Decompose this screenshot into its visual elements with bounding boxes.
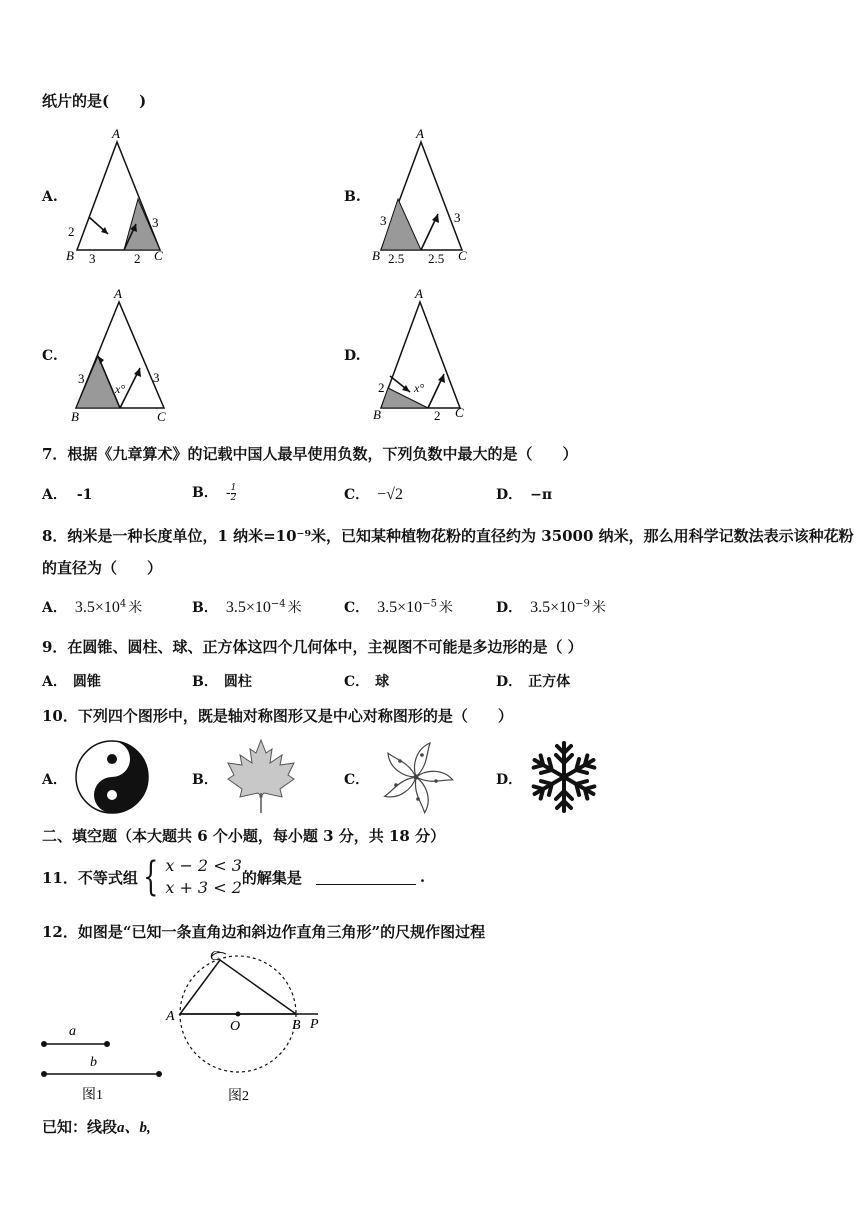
segment-b-label: b: [90, 1055, 97, 1070]
figure-1-caption: 图1: [82, 1088, 103, 1103]
vertex-c: C: [154, 248, 163, 263]
point-p-label: P: [310, 1017, 319, 1032]
option-sign: -: [225, 485, 231, 501]
q10-option-b-label[interactable]: B．: [192, 772, 218, 788]
q7-stem: 7．根据《九章算术》的记载中国人最早使用负数，下列负数中最大的是（ ）: [42, 445, 578, 463]
base-label-right: 2: [134, 251, 141, 266]
q10-stem: 10．下列四个图形中，既是轴对称图形又是中心对称图形的是（ ）: [42, 707, 513, 725]
angle-label: x°: [115, 382, 126, 396]
inequality-1: x − 2 < 3: [165, 856, 242, 875]
maple-leaf-icon: [224, 737, 298, 817]
base-label-left: 2.5: [388, 251, 405, 266]
q6-option-a-figure: [60, 124, 180, 269]
point-a-label: A: [166, 1009, 175, 1024]
q6-stem-tail: 纸片的是( ): [42, 92, 147, 110]
option-value: −√2: [377, 486, 403, 503]
section-heading: 二、填空题（本大题共 6 个小题，每小题 3 分，共 18 分）: [42, 827, 446, 845]
vertex-b: B: [66, 248, 74, 263]
vertex-a: A: [415, 286, 423, 301]
point-o-label: O: [230, 1019, 241, 1034]
option-value: −π: [530, 487, 553, 503]
q9-stem: 9．在圆锥、圆柱、球、正方体这四个几何体中，主视图不可能是多边形的是（ ）: [42, 638, 583, 656]
vertex-a: A: [112, 126, 120, 141]
q11-prefix: 11．不等式组: [42, 868, 138, 887]
side-label-right: 3: [454, 210, 461, 225]
q11: [42, 855, 425, 899]
q6-option-c-label[interactable]: C.: [42, 348, 58, 364]
inequality-system: [138, 855, 242, 899]
q11-end: .: [419, 868, 426, 886]
left-brace: {: [142, 854, 159, 900]
option-label: A．: [42, 487, 67, 503]
q6-option-c-figure: [62, 284, 182, 429]
q8-option-d[interactable]: D． $3.5\times 10^{-9}$ 米: [496, 598, 606, 616]
vertex-b: B: [373, 407, 381, 422]
base-label-left: 3: [89, 251, 96, 266]
q8-option-a[interactable]: A． $3.5\times 10^4$ 米: [42, 598, 143, 616]
q6-option-d-figure: [370, 284, 490, 429]
q6-option-a-label[interactable]: A.: [42, 189, 58, 205]
side-label-right: 3: [153, 370, 160, 385]
figure-2-caption: 图2: [228, 1089, 249, 1104]
base-label-right: 2: [434, 408, 441, 423]
q8-option-c[interactable]: C． $3.5\times 10^{-5}$ 米: [344, 598, 453, 616]
q6-option-b-figure: [368, 124, 488, 269]
inequality-2: x + 3 < 2: [165, 878, 242, 897]
q7-option-a[interactable]: [42, 484, 92, 504]
figure-2: [160, 944, 340, 1109]
vertex-c: C: [157, 409, 166, 424]
side-label-left: 2: [378, 380, 385, 395]
q7-option-b[interactable]: [192, 482, 236, 503]
yin-yang-icon: [72, 737, 152, 817]
q9-option-b[interactable]: B． 圆柱: [192, 674, 252, 690]
segment-a-label: a: [69, 1024, 76, 1039]
side-label-left: 2: [68, 224, 75, 239]
vertex-b: B: [71, 409, 79, 424]
q9-option-c[interactable]: C． 球: [344, 674, 390, 690]
q8-stem-line1: 8．纳米是一种长度单位，1 纳米=10⁻⁹米，已知某种植物花粉的直径约为 35000 纳米，那么用科学记数法表示该种花粉: [42, 527, 854, 545]
angle-label: x°: [414, 381, 425, 395]
q9-option-d[interactable]: D． 正方体: [496, 674, 571, 690]
q8-stem-line2: 的直径为（ ）: [42, 559, 163, 577]
q9-option-a[interactable]: A． 圆锥: [42, 674, 101, 690]
option-label: B．: [192, 485, 218, 501]
fraction: $\frac{1}{2}$: [230, 482, 237, 503]
q12-stem: 12．如图是“已知一条直角边和斜边作直角三角形”的尺规作图过程: [42, 923, 486, 941]
snowflake-icon: [524, 737, 604, 817]
answer-blank[interactable]: [316, 870, 416, 885]
side-label-left: 3: [380, 213, 387, 228]
q7-option-d[interactable]: [496, 484, 552, 504]
vertex-a: A: [114, 286, 122, 301]
point-b-label: B: [292, 1018, 301, 1033]
q10-option-d-label[interactable]: D．: [496, 772, 523, 788]
option-label: C．: [344, 487, 370, 503]
q7-option-c[interactable]: [344, 484, 403, 504]
option-label: D．: [496, 487, 523, 503]
q6-option-b-label[interactable]: B.: [344, 189, 361, 205]
vertex-b: B: [372, 248, 380, 263]
q10-option-a-label[interactable]: A．: [42, 772, 67, 788]
side-label-right: 3: [152, 215, 159, 230]
option-value: -1: [76, 487, 93, 503]
side-label-left: 3: [78, 371, 85, 386]
q11-suffix: 的解集是: [241, 868, 302, 887]
q12-given: 已知：线段a、b,: [42, 1118, 151, 1136]
figure-1: [30, 1018, 170, 1108]
point-c-label: C: [210, 949, 220, 964]
q8-option-b[interactable]: B． $3.5\times 10^{-4}$ 米: [192, 598, 302, 616]
q6-option-d-label[interactable]: D.: [344, 348, 361, 364]
vertex-c: C: [458, 248, 467, 263]
vertex-c: C: [455, 405, 464, 420]
bauhinia-flower-icon: [374, 737, 458, 817]
vertex-a: A: [416, 126, 424, 141]
base-label-right: 2.5: [428, 251, 445, 266]
q10-option-c-label[interactable]: C．: [344, 772, 370, 788]
